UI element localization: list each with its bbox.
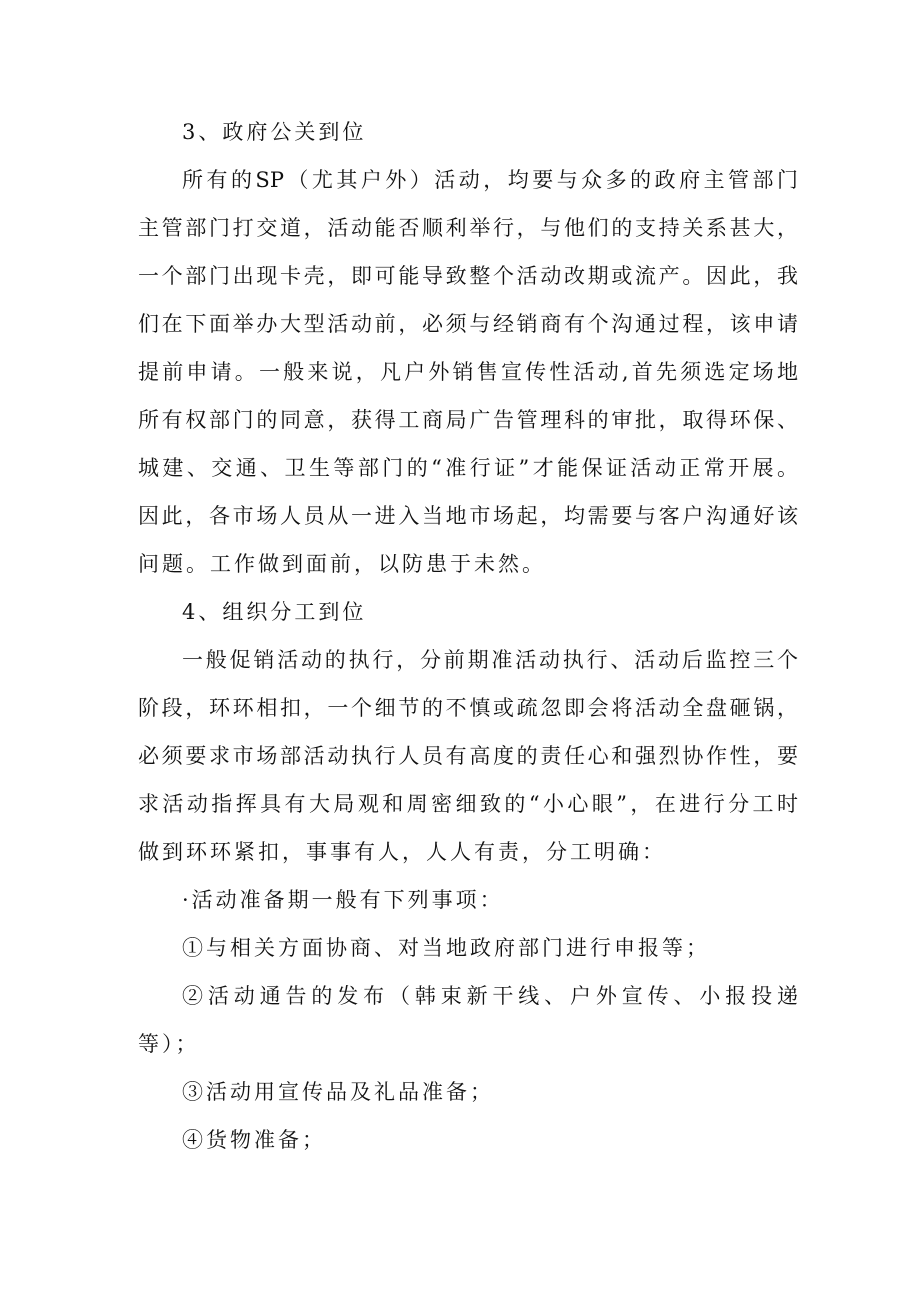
paragraph-line: 因此，各市场人员从一进入当地市场起，均需要与客户沟通好该 (138, 504, 798, 528)
paragraph-line: 提前申请。一般来说，凡户外销售宣传性活动,首先须选定场地 (138, 360, 798, 384)
paragraph-line: 做到环环紧扣，事事有人，人人有责，分工明确： (138, 840, 666, 864)
paragraph-line: 一般促销活动的执行，分前期准活动执行、活动后监控三个 (182, 648, 798, 672)
paragraph-line: 必须要求市场部活动执行人员有高度的责任心和强烈协作性，要 (138, 744, 798, 768)
paragraph-line: 阶段，环环相扣，一个细节的不慎或疏忽即会将活动全盘砸锅， (138, 696, 798, 720)
list-item: ③活动用宣传品及礼品准备； (182, 1080, 494, 1104)
paragraph-line: 一个部门出现卡壳，即可能导致整个活动改期或流产。因此，我 (138, 264, 798, 288)
paragraph-line: 所有的SP（尤其户外）活动，均要与众多的政府主管部门 (182, 168, 798, 192)
paragraph-line: 求活动指挥具有大局观和周密细致的“小心眼”，在进行分工时 (138, 792, 798, 816)
list-intro: ·活动准备期一般有下列事项： (182, 888, 504, 912)
paragraph-line: 主管部门打交道，活动能否顺利举行，与他们的支持关系甚大， (138, 216, 798, 240)
list-item-continuation: 等）； (138, 1032, 200, 1056)
paragraph-line: 城建、交通、卫生等部门的“准行证”才能保证活动正常开展。 (138, 456, 798, 480)
section-heading: 4、组织分工到位 (182, 600, 367, 624)
list-item: ④货物准备； (182, 1128, 326, 1152)
list-item: ②活动通告的发布（韩束新干线、户外宣传、小报投递 (182, 984, 798, 1008)
paragraph-line: 所有权部门的同意，获得工商局广告管理科的审批，取得环保、 (138, 408, 798, 432)
paragraph-line: 问题。工作做到面前，以防患于未然。 (138, 552, 546, 576)
paragraph-line: 们在下面举办大型活动前，必须与经销商有个沟通过程，该申请 (138, 312, 798, 336)
list-item: ①与相关方面协商、对当地政府部门进行申报等； (182, 936, 710, 960)
section-heading: 3、政府公关到位 (182, 120, 367, 144)
